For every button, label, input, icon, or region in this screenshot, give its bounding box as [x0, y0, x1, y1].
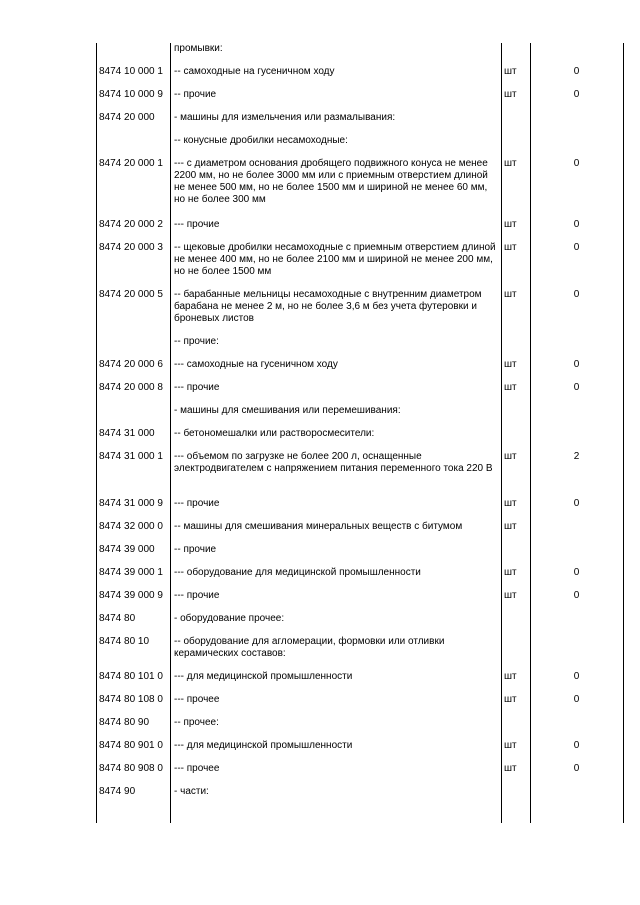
- table-row: [96, 289, 624, 336]
- table-row: [96, 567, 624, 590]
- code-cell: 8474 32 000 0: [99, 521, 163, 532]
- table-row: [96, 671, 624, 694]
- description-cell: -- самоходные на гусеничном ходу: [174, 66, 335, 77]
- code-cell: 8474 39 000 9: [99, 590, 163, 601]
- unit-cell: шт: [504, 89, 517, 100]
- table-row: [96, 636, 624, 671]
- unit-cell: шт: [504, 567, 517, 578]
- description-cell: --- прочие: [174, 219, 220, 230]
- code-cell: 8474 80 901 0: [99, 740, 163, 751]
- table-row: [96, 763, 624, 786]
- description-cell: -- прочее:: [174, 717, 219, 728]
- description-cell: --- прочие: [174, 382, 220, 393]
- description-cell: --- для медицинской промышленности: [174, 671, 353, 682]
- table-row: [96, 112, 624, 135]
- description-cell: -- прочие: [174, 544, 217, 555]
- rate-cell: 0: [573, 359, 580, 370]
- code-cell: 8474 80 108 0: [99, 694, 163, 705]
- unit-cell: шт: [504, 694, 517, 705]
- rate-cell: 0: [573, 567, 580, 578]
- unit-cell: шт: [504, 382, 517, 393]
- description-cell: -- щековые дробилки несамоходные с приемным отверстием длиной не менее 400 мм, но не более 2100 мм и шириной не менее 200 мм, но не более 1500 мм: [174, 242, 496, 277]
- unit-cell: шт: [504, 359, 517, 370]
- rate-cell: 0: [573, 671, 580, 682]
- table-row: [96, 405, 624, 428]
- table-row: [96, 544, 624, 567]
- description-cell: -- бетономешалки или растворосмесители:: [174, 428, 375, 439]
- unit-cell: шт: [504, 763, 517, 774]
- description-cell: - машины для смешивания или перемешивания:: [174, 405, 401, 416]
- code-cell: 8474 90: [99, 786, 136, 797]
- table-row: [96, 336, 624, 359]
- description-cell: --- самоходные на гусеничном ходу: [174, 359, 338, 370]
- description-cell: - оборудование прочее:: [174, 613, 285, 624]
- table-row: [96, 219, 624, 242]
- table-body: [96, 43, 624, 806]
- code-cell: 8474 31 000 1: [99, 451, 163, 462]
- table-row: [96, 135, 624, 158]
- unit-cell: шт: [504, 521, 517, 532]
- unit-cell: шт: [504, 242, 517, 253]
- unit-cell: шт: [504, 498, 517, 509]
- table-row: [96, 521, 624, 544]
- table-row: [96, 613, 624, 636]
- rate-cell: 0: [573, 66, 580, 77]
- table-row: [96, 717, 624, 740]
- table-row: [96, 428, 624, 451]
- code-cell: 8474 80 10: [99, 636, 150, 647]
- rate-cell: 0: [573, 382, 580, 393]
- code-cell: 8474 10 000 9: [99, 89, 163, 100]
- unit-cell: шт: [504, 671, 517, 682]
- code-cell: 8474 20 000 2: [99, 219, 163, 230]
- rate-cell: 2: [573, 451, 580, 462]
- unit-cell: шт: [504, 451, 517, 462]
- table-row: [96, 590, 624, 613]
- description-cell: промывки:: [174, 43, 223, 54]
- code-cell: 8474 80 90: [99, 717, 150, 728]
- description-cell: - машины для измельчения или размалывания:: [174, 112, 396, 123]
- table-row: [96, 740, 624, 763]
- description-cell: --- прочие: [174, 498, 220, 509]
- code-cell: 8474 10 000 1: [99, 66, 163, 77]
- table-row: [96, 382, 624, 405]
- description-cell: -- прочие: [174, 89, 217, 100]
- code-cell: 8474 39 000: [99, 544, 155, 555]
- table-row: [96, 359, 624, 382]
- rate-cell: 0: [573, 219, 580, 230]
- code-cell: 8474 20 000 5: [99, 289, 163, 300]
- description-cell: --- для медицинской промышленности: [174, 740, 353, 751]
- code-cell: 8474 39 000 1: [99, 567, 163, 578]
- description-cell: --- прочее: [174, 763, 220, 774]
- code-cell: 8474 80 101 0: [99, 671, 163, 682]
- code-cell: 8474 31 000: [99, 428, 155, 439]
- code-cell: 8474 20 000 6: [99, 359, 163, 370]
- unit-cell: шт: [504, 66, 517, 77]
- description-cell: --- с диаметром основания дробящего подвижного конуса не менее 2200 мм, но не более 3000 мм или с приемным отверстием длиной не менее 500 мм, но не более 1500 мм и шириной не менее 60 мм, но не более 300 мм: [174, 158, 488, 205]
- unit-cell: шт: [504, 590, 517, 601]
- table-row: [96, 786, 624, 806]
- rate-cell: 0: [573, 694, 580, 705]
- description-cell: -- конусные дробилки несамоходные:: [174, 135, 348, 146]
- rate-cell: 0: [573, 740, 580, 751]
- description-cell: -- прочие:: [174, 336, 219, 347]
- unit-cell: шт: [504, 219, 517, 230]
- rate-cell: 0: [573, 763, 580, 774]
- code-cell: 8474 80 908 0: [99, 763, 163, 774]
- table-row: [96, 242, 624, 289]
- table-row: [96, 451, 624, 498]
- rate-cell: 0: [573, 289, 580, 300]
- code-cell: 8474 20 000 1: [99, 158, 163, 169]
- unit-cell: шт: [504, 740, 517, 751]
- code-cell: 8474 20 000: [99, 112, 155, 123]
- code-cell: 8474 20 000 3: [99, 242, 163, 253]
- description-cell: --- прочие: [174, 590, 220, 601]
- code-cell: 8474 31 000 9: [99, 498, 163, 509]
- rate-cell: 0: [573, 590, 580, 601]
- description-cell: -- машины для смешивания минеральных веществ с битумом: [174, 521, 463, 532]
- description-cell: - части:: [174, 786, 209, 797]
- rate-cell: 0: [573, 89, 580, 100]
- table-row: [96, 694, 624, 717]
- description-cell: -- барабанные мельницы несамоходные с внутренним диаметром барабана не менее 2 м, но не более 3,6 м без учета футеровки и броневых листов: [174, 289, 482, 324]
- code-cell: 8474 20 000 8: [99, 382, 163, 393]
- table-row: [96, 43, 624, 66]
- unit-cell: шт: [504, 289, 517, 300]
- code-cell: 8474 80: [99, 613, 136, 624]
- unit-cell: шт: [504, 158, 517, 169]
- table-row: [96, 66, 624, 89]
- table-row: [96, 498, 624, 521]
- description-cell: --- объемом по загрузке не более 200 л, оснащенные электродвигателем с напряжением питания переменного тока 220 В: [174, 451, 493, 474]
- rate-cell: 0: [573, 158, 580, 169]
- tariff-table: [96, 43, 624, 823]
- table-row: [96, 158, 624, 219]
- table-row: [96, 89, 624, 112]
- rate-cell: 0: [573, 242, 580, 253]
- rate-cell: 0: [573, 498, 580, 509]
- description-cell: --- прочее: [174, 694, 220, 705]
- description-cell: -- оборудование для агломерации, формовки или отливки керамических составов:: [174, 636, 445, 659]
- description-cell: --- оборудование для медицинской промышленности: [174, 567, 421, 578]
